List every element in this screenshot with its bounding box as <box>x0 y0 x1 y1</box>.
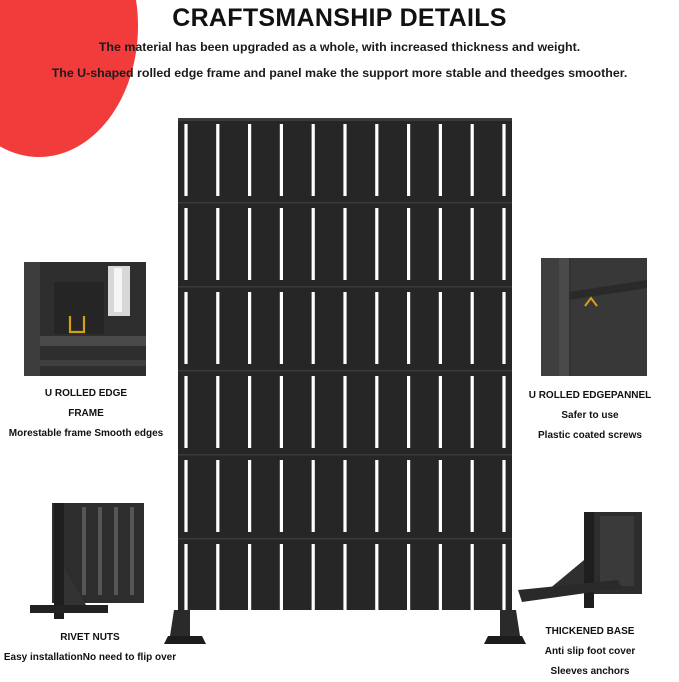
thickened-base-closeup-image <box>518 510 648 610</box>
panel-slot <box>216 544 219 616</box>
panel-slot <box>184 460 187 532</box>
panel-slot <box>343 292 346 364</box>
subtitle-line-2: The U-shaped rolled edge frame and panel make the support more stable and theedges smoother. <box>51 66 628 80</box>
panel-slot <box>248 544 251 616</box>
feature-base-desc-1: Anti slip foot cover <box>544 646 636 657</box>
panel-slot <box>248 292 251 364</box>
feature-frame-caption <box>0 384 172 444</box>
panel-slot <box>280 544 283 616</box>
panel-slot <box>439 376 442 448</box>
panel-slot <box>280 292 283 364</box>
panel-slot <box>343 208 346 280</box>
panel-slot <box>312 544 315 616</box>
panel-slot <box>375 208 378 280</box>
feature-base-desc-2: Sleeves anchors <box>550 666 630 677</box>
feature-panel-desc-1: Safer to use <box>561 410 619 421</box>
frame-closeup-image <box>24 262 146 376</box>
panel-slot <box>216 292 219 364</box>
panel-slot <box>471 376 474 448</box>
rivet-nuts-closeup-image <box>28 503 148 621</box>
panel-slot <box>502 544 505 616</box>
panel-slot <box>216 124 219 196</box>
panel-slot <box>280 376 283 448</box>
panel-slot <box>375 460 378 532</box>
feature-panel-caption <box>510 386 670 446</box>
panel-slot <box>471 544 474 616</box>
panel-slot <box>375 292 378 364</box>
panel-slot <box>248 208 251 280</box>
panel-slot <box>280 208 283 280</box>
panel-slot <box>407 292 410 364</box>
panel-slot <box>502 208 505 280</box>
panel-slot <box>407 124 410 196</box>
feature-rivet-caption <box>0 628 180 668</box>
feature-frame-title-2: FRAME <box>68 408 104 419</box>
page-title: CRAFTSMANSHIP DETAILS <box>172 4 507 32</box>
panel-slot <box>471 292 474 364</box>
panel-slot <box>312 292 315 364</box>
panel-slot <box>248 460 251 532</box>
panel-slot <box>375 376 378 448</box>
feature-panel-title: U ROLLED EDGEPANNEL <box>528 390 652 401</box>
panel-slot <box>184 376 187 448</box>
panel-slot <box>502 376 505 448</box>
panel-slot <box>502 460 505 532</box>
panel-slot <box>248 376 251 448</box>
panel-slot <box>184 292 187 364</box>
panel-slot <box>502 124 505 196</box>
panel-slot <box>184 544 187 616</box>
panel-slot <box>439 460 442 532</box>
panel-slot <box>280 124 283 196</box>
panel-slot <box>216 376 219 448</box>
panel-closeup-image <box>541 258 647 376</box>
panel-slot <box>471 124 474 196</box>
panel-slot <box>439 544 442 616</box>
panel-slot <box>407 208 410 280</box>
feature-base-title: THICKENED BASE <box>545 626 635 637</box>
panel-slot <box>312 208 315 280</box>
panel-slot <box>471 460 474 532</box>
panel-slot <box>407 376 410 448</box>
panel-slot <box>216 460 219 532</box>
panel-slot <box>439 292 442 364</box>
panel-slot <box>343 460 346 532</box>
panel-slot <box>375 124 378 196</box>
feature-panel-desc-2: Plastic coated screws <box>538 430 642 441</box>
panel-slot <box>248 124 251 196</box>
panel-slot <box>407 460 410 532</box>
panel-slot <box>502 292 505 364</box>
feature-frame-desc: Morestable frame Smooth edges <box>8 428 164 439</box>
panel-slot <box>471 208 474 280</box>
feature-frame-title: U ROLLED EDGE <box>44 388 128 399</box>
panel-slot <box>312 460 315 532</box>
subtitle-line-1: The material has been upgraded as a whole, with increased thickness and weight. <box>98 40 581 54</box>
panel-slot <box>375 544 378 616</box>
panel-slot <box>343 544 346 616</box>
panel-slot <box>407 544 410 616</box>
panel-slot <box>343 376 346 448</box>
panel-slot <box>312 376 315 448</box>
panel-slot <box>184 124 187 196</box>
panel-slot <box>184 208 187 280</box>
panel-slot <box>343 124 346 196</box>
feature-rivet-desc: Easy installationNo need to flip over <box>3 652 177 663</box>
feature-base-caption <box>510 622 670 682</box>
panel-slot <box>216 208 219 280</box>
panel-slot <box>280 460 283 532</box>
feature-rivet-title: RIVET NUTS <box>60 632 120 643</box>
panel-slot <box>312 124 315 196</box>
panel-slot <box>439 208 442 280</box>
privacy-screen-panel <box>160 112 530 650</box>
panel-slot <box>439 124 442 196</box>
